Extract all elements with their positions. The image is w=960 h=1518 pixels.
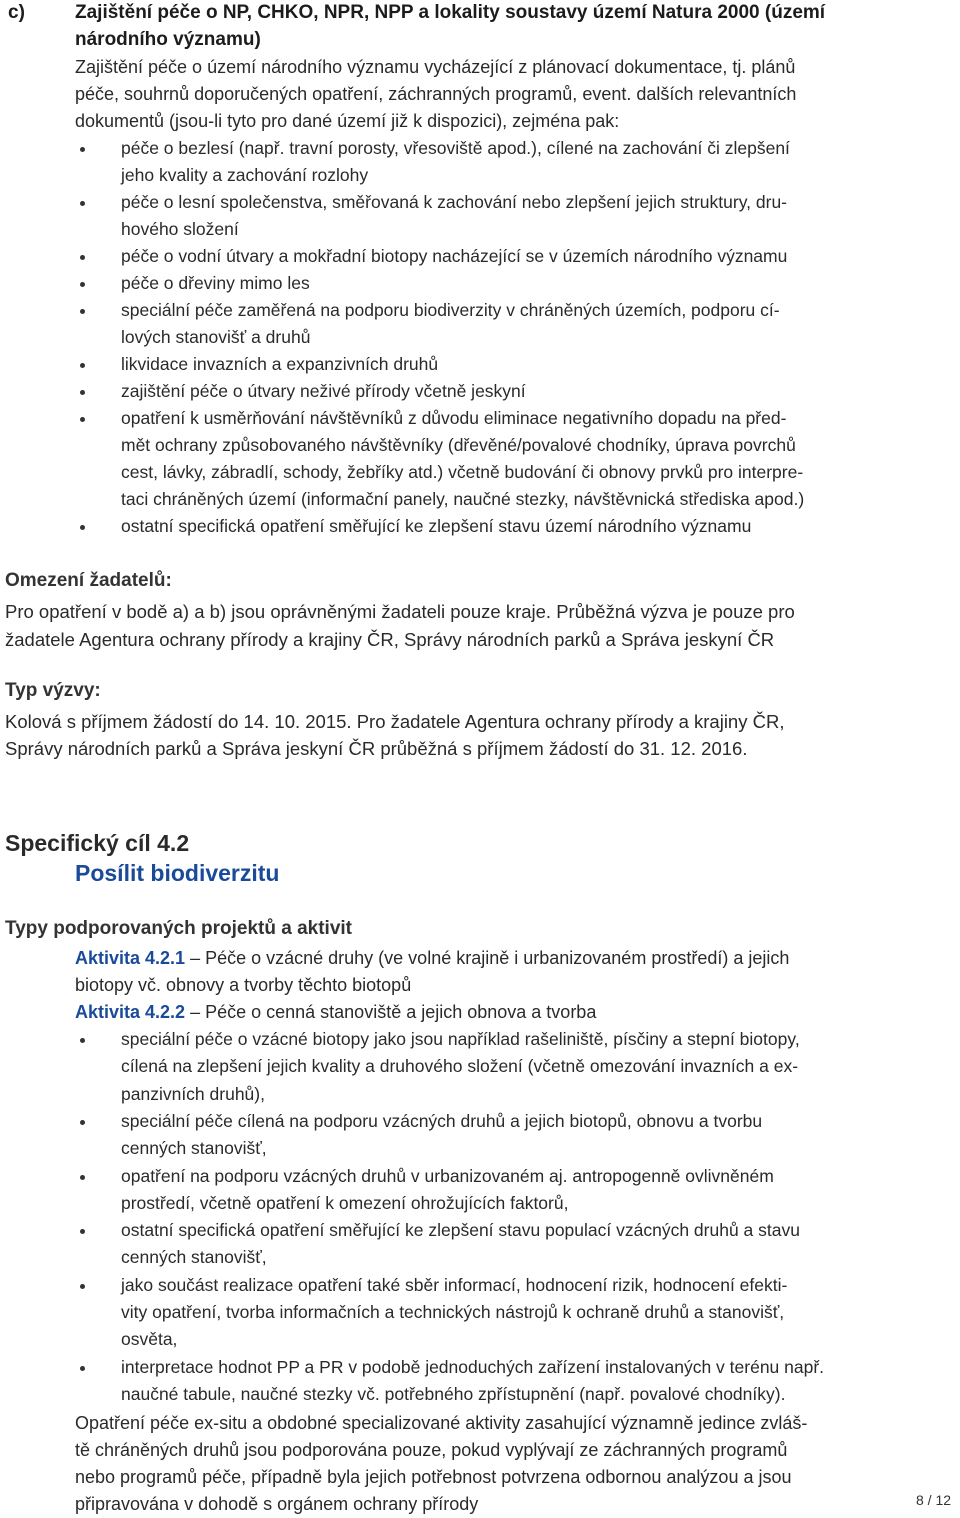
bullet-item-line: prostředí, včetně opatření k omezení ohrožujících faktorů, bbox=[121, 1192, 569, 1213]
bullet-dot bbox=[80, 1229, 85, 1234]
specific-goal-subtitle: Posílit biodiverzitu bbox=[75, 860, 280, 886]
bullet-item-line: panzivních druhů), bbox=[121, 1083, 265, 1104]
section-marker: c) bbox=[8, 2, 25, 23]
closing-line: připravována v dohodě s orgánem ochrany přírody bbox=[75, 1494, 479, 1514]
bullet-dot bbox=[80, 201, 85, 206]
typ-vyzvy-label: Typ výzvy: bbox=[5, 680, 101, 701]
intro-line2: péče, souhrnů doporučených opatření, záchranných programů, event. dalších relevantních bbox=[75, 84, 797, 104]
bullet-item-line: péče o bezlesí (např. travní porosty, vřesoviště apod.), cílené na zachování či zlepšení bbox=[121, 138, 790, 158]
bullet-item-line: cílená na zlepšení jejich kvality a druhového složení (včetně omezování invazních a ex- bbox=[121, 1056, 799, 1077]
bullet-dot bbox=[80, 282, 85, 287]
project-types-label: Typy podporovaných projektů a aktivit bbox=[5, 918, 352, 939]
section-title-line1: Zajištění péče o NP, CHKO, NPR, NPP a lokality soustavy území Natura 2000 (území bbox=[75, 2, 826, 23]
omezeni-label: Omezení žadatelů: bbox=[5, 570, 172, 591]
bullet-dot bbox=[80, 1038, 85, 1043]
typ-vyzvy-line2: Správy národních parků a Správa jeskyní ČR průběžná s příjmem žádostí do 31. 12. 2016. bbox=[5, 738, 748, 759]
bullet-dot bbox=[80, 390, 85, 395]
bullet-item-line: opatření k usměrňování návštěvníků z důvodu eliminace negativního dopadu na před- bbox=[121, 408, 787, 428]
bullet-item-line: vity opatření, tvorba informačních a technických nástrojů k ochraně druhů a stanovišť, bbox=[121, 1302, 785, 1322]
activity-421-title: Aktivita 4.2.1 bbox=[75, 948, 186, 968]
activity-422-text: – Péče o cenná stanoviště a jejich obnova a tvorba bbox=[185, 1002, 597, 1022]
bullet-item-line: cenných stanovišť, bbox=[121, 1247, 267, 1268]
activity-421-line1 bbox=[75, 945, 789, 972]
page-number: 8 / 12 bbox=[916, 1492, 952, 1508]
section-title-line2: národního významu) bbox=[75, 29, 261, 50]
bullet-item-line: hového složení bbox=[121, 219, 239, 239]
bullet-item-line: ostatní specifická opatření směřující ke zlepšení stavu území národního významu bbox=[121, 516, 752, 536]
bullet-item-line: jeho kvality a zachování rozlohy bbox=[121, 165, 369, 185]
bullet-item-line: interpretace hodnot PP a PR v podobě jednoduchých zařízení instalovaných v terénu např. bbox=[121, 1356, 825, 1377]
bullet-dot bbox=[80, 1175, 85, 1180]
bullet-dot bbox=[80, 1284, 85, 1289]
activity-422-line bbox=[75, 999, 596, 1026]
bullet-item-line: cest, lávky, zábradlí, schody, žebříky atd.) včetně budování či obnovy prvků pro interpre- bbox=[121, 462, 804, 482]
activity-421-line2: biotopy vč. obnovy a tvorby těchto biotopů bbox=[75, 975, 412, 995]
bullet-item-line: likvidace invazních a expanzivních druhů bbox=[121, 354, 439, 374]
bullet-item-line: osvěta, bbox=[121, 1329, 178, 1350]
bullet-item-line: taci chráněných území (informační panely, naučné stezky, návštěvnická střediska apod.) bbox=[121, 489, 805, 509]
bullet-item-line: cenných stanovišť, bbox=[121, 1138, 267, 1159]
bullet-dot bbox=[80, 363, 85, 368]
intro-line1: Zajištění péče o území národního významu vycházející z plánovací dokumentace, tj. plánů bbox=[75, 57, 796, 77]
omezeni-line2: žadatele Agentura ochrany přírody a krajiny ČR, Správy národních parků a Správa jeskyní ČR bbox=[5, 629, 775, 650]
closing-line: tě chráněných druhů jsou podporována pouze, pokud vyplývají ze záchranných programů bbox=[75, 1440, 788, 1460]
omezeni-line1: Pro opatření v bodě a) a b) jsou oprávněnými žadateli pouze kraje. Průběžná výzva je pouze pro bbox=[5, 601, 795, 622]
bullet-item-line: naučné tabule, naučné stezky vč. potřebného zpřístupnění (např. povalové chodníky). bbox=[121, 1383, 786, 1404]
bullet-item-line: mět ochrany způsobovaného návštěvníky (dřevěné/povalové chodníky, úprava povrchů bbox=[121, 435, 796, 455]
intro-line3: dokumentů (jsou-li tyto pro dané území již k dispozici), zejména pak: bbox=[75, 111, 620, 131]
activity-422-title: Aktivita 4.2.2 bbox=[75, 1002, 186, 1022]
bullet-item-line: zajištění péče o útvary neživé přírody včetně jeskyní bbox=[121, 381, 526, 401]
bullet-item-line: opatření na podporu vzácných druhů v urbanizovaném aj. antropogenně ovlivněném bbox=[121, 1165, 774, 1186]
activity-421-text: – Péče o vzácné druhy (ve volné krajině i urbanizovaném prostředí) a jejich bbox=[185, 948, 790, 968]
bullet-dot bbox=[80, 1366, 85, 1371]
typ-vyzvy-line1: Kolová s příjmem žádostí do 14. 10. 2015. Pro žadatele Agentura ochrany přírody a krajiny ČR, bbox=[5, 711, 785, 732]
closing-line: nebo programů péče, případně byla jejich potřebnost potvrzena odbornou analýzou a jsou bbox=[75, 1467, 792, 1487]
bullet-item-line: péče o dřeviny mimo les bbox=[121, 273, 310, 293]
bullet-dot bbox=[80, 147, 85, 152]
bullet-item-line: speciální péče o vzácné biotopy jako jsou například rašeliniště, písčiny a stepní biotopy, bbox=[121, 1029, 800, 1049]
bullet-dot bbox=[80, 417, 85, 422]
closing-line: Opatření péče ex-situ a obdobné specializované aktivity zasahující významně jedince zvláš- bbox=[75, 1413, 808, 1433]
bullet-item-line: lových stanovišť a druhů bbox=[121, 327, 311, 347]
bullet-item-line: péče o lesní společenstva, směřovaná k zachování nebo zlepšení jejich struktury, dru- bbox=[121, 192, 787, 212]
bullet-item-line: péče o vodní útvary a mokřadní biotopy nacházející se v územích národního významu bbox=[121, 246, 788, 266]
bullet-dot bbox=[80, 1120, 85, 1125]
bullet-item-line: ostatní specifická opatření směřující ke zlepšení stavu populací vzácných druhů a stavu bbox=[121, 1220, 800, 1241]
bullet-item-line: jako součást realizace opatření také sběr informací, hodnocení rizik, hodnocení efekti- bbox=[121, 1274, 788, 1295]
bullet-item-line: speciální péče zaměřená na podporu biodiverzity v chráněných územích, podporu cí- bbox=[121, 300, 780, 320]
specific-goal-title: Specifický cíl 4.2 bbox=[5, 830, 190, 856]
bullet-dot bbox=[80, 255, 85, 260]
bullet-dot bbox=[80, 309, 85, 314]
bullet-dot bbox=[80, 525, 85, 530]
bullet-item-line: speciální péče cílená na podporu vzácných druhů a jejich biotopů, obnovu a tvorbu bbox=[121, 1110, 763, 1131]
